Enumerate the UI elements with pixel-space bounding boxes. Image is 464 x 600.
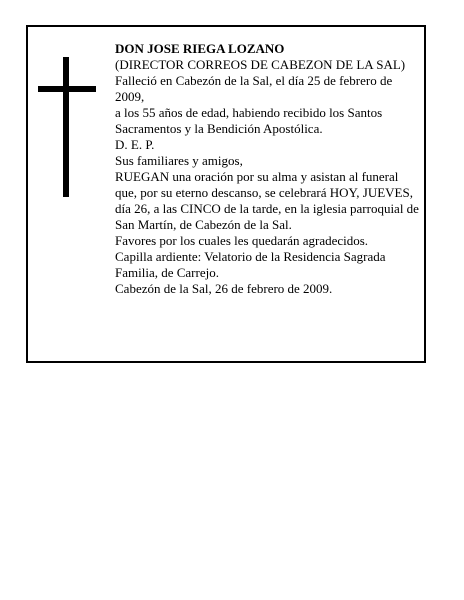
thanks-text: Favores por los cuales les quedarán agradecidos. [115, 233, 369, 248]
deceased-name: DON JOSE RIEGA LOZANO [115, 41, 285, 56]
chapel-text: Capilla ardiente: Velatorio de la Residencia Sagrada Familia, de Carrejo. [115, 249, 386, 280]
obituary-notice [26, 25, 426, 363]
notice-text [115, 41, 421, 297]
rip-text: D. E. P. [115, 137, 155, 152]
cross-vertical-bar [63, 57, 69, 197]
cross-icon [38, 57, 96, 197]
place-date: Cabezón de la Sal, 26 de febrero de 2009. [115, 281, 333, 296]
funeral-request: RUEGAN una oración por su alma y asistan al funeral que, por su eterno descanso, se celebrará HOY, JUEVES, día 26, a las CINCO de la tarde, en la iglesia parroquial de San Martín, de Cabezón de la Sal. [115, 169, 419, 232]
cross-horizontal-bar [38, 86, 96, 92]
family-text: Sus familiares y amigos, [115, 153, 243, 168]
age-statement: a los 55 años de edad, habiendo recibido los Santos Sacramentos y la Bendición Apostólica. [115, 105, 383, 136]
death-statement: Falleció en Cabezón de la Sal, el día 25 de febrero de 2009, [115, 73, 393, 104]
deceased-position: (DIRECTOR CORREOS DE CABEZON DE LA SAL) [115, 57, 406, 72]
